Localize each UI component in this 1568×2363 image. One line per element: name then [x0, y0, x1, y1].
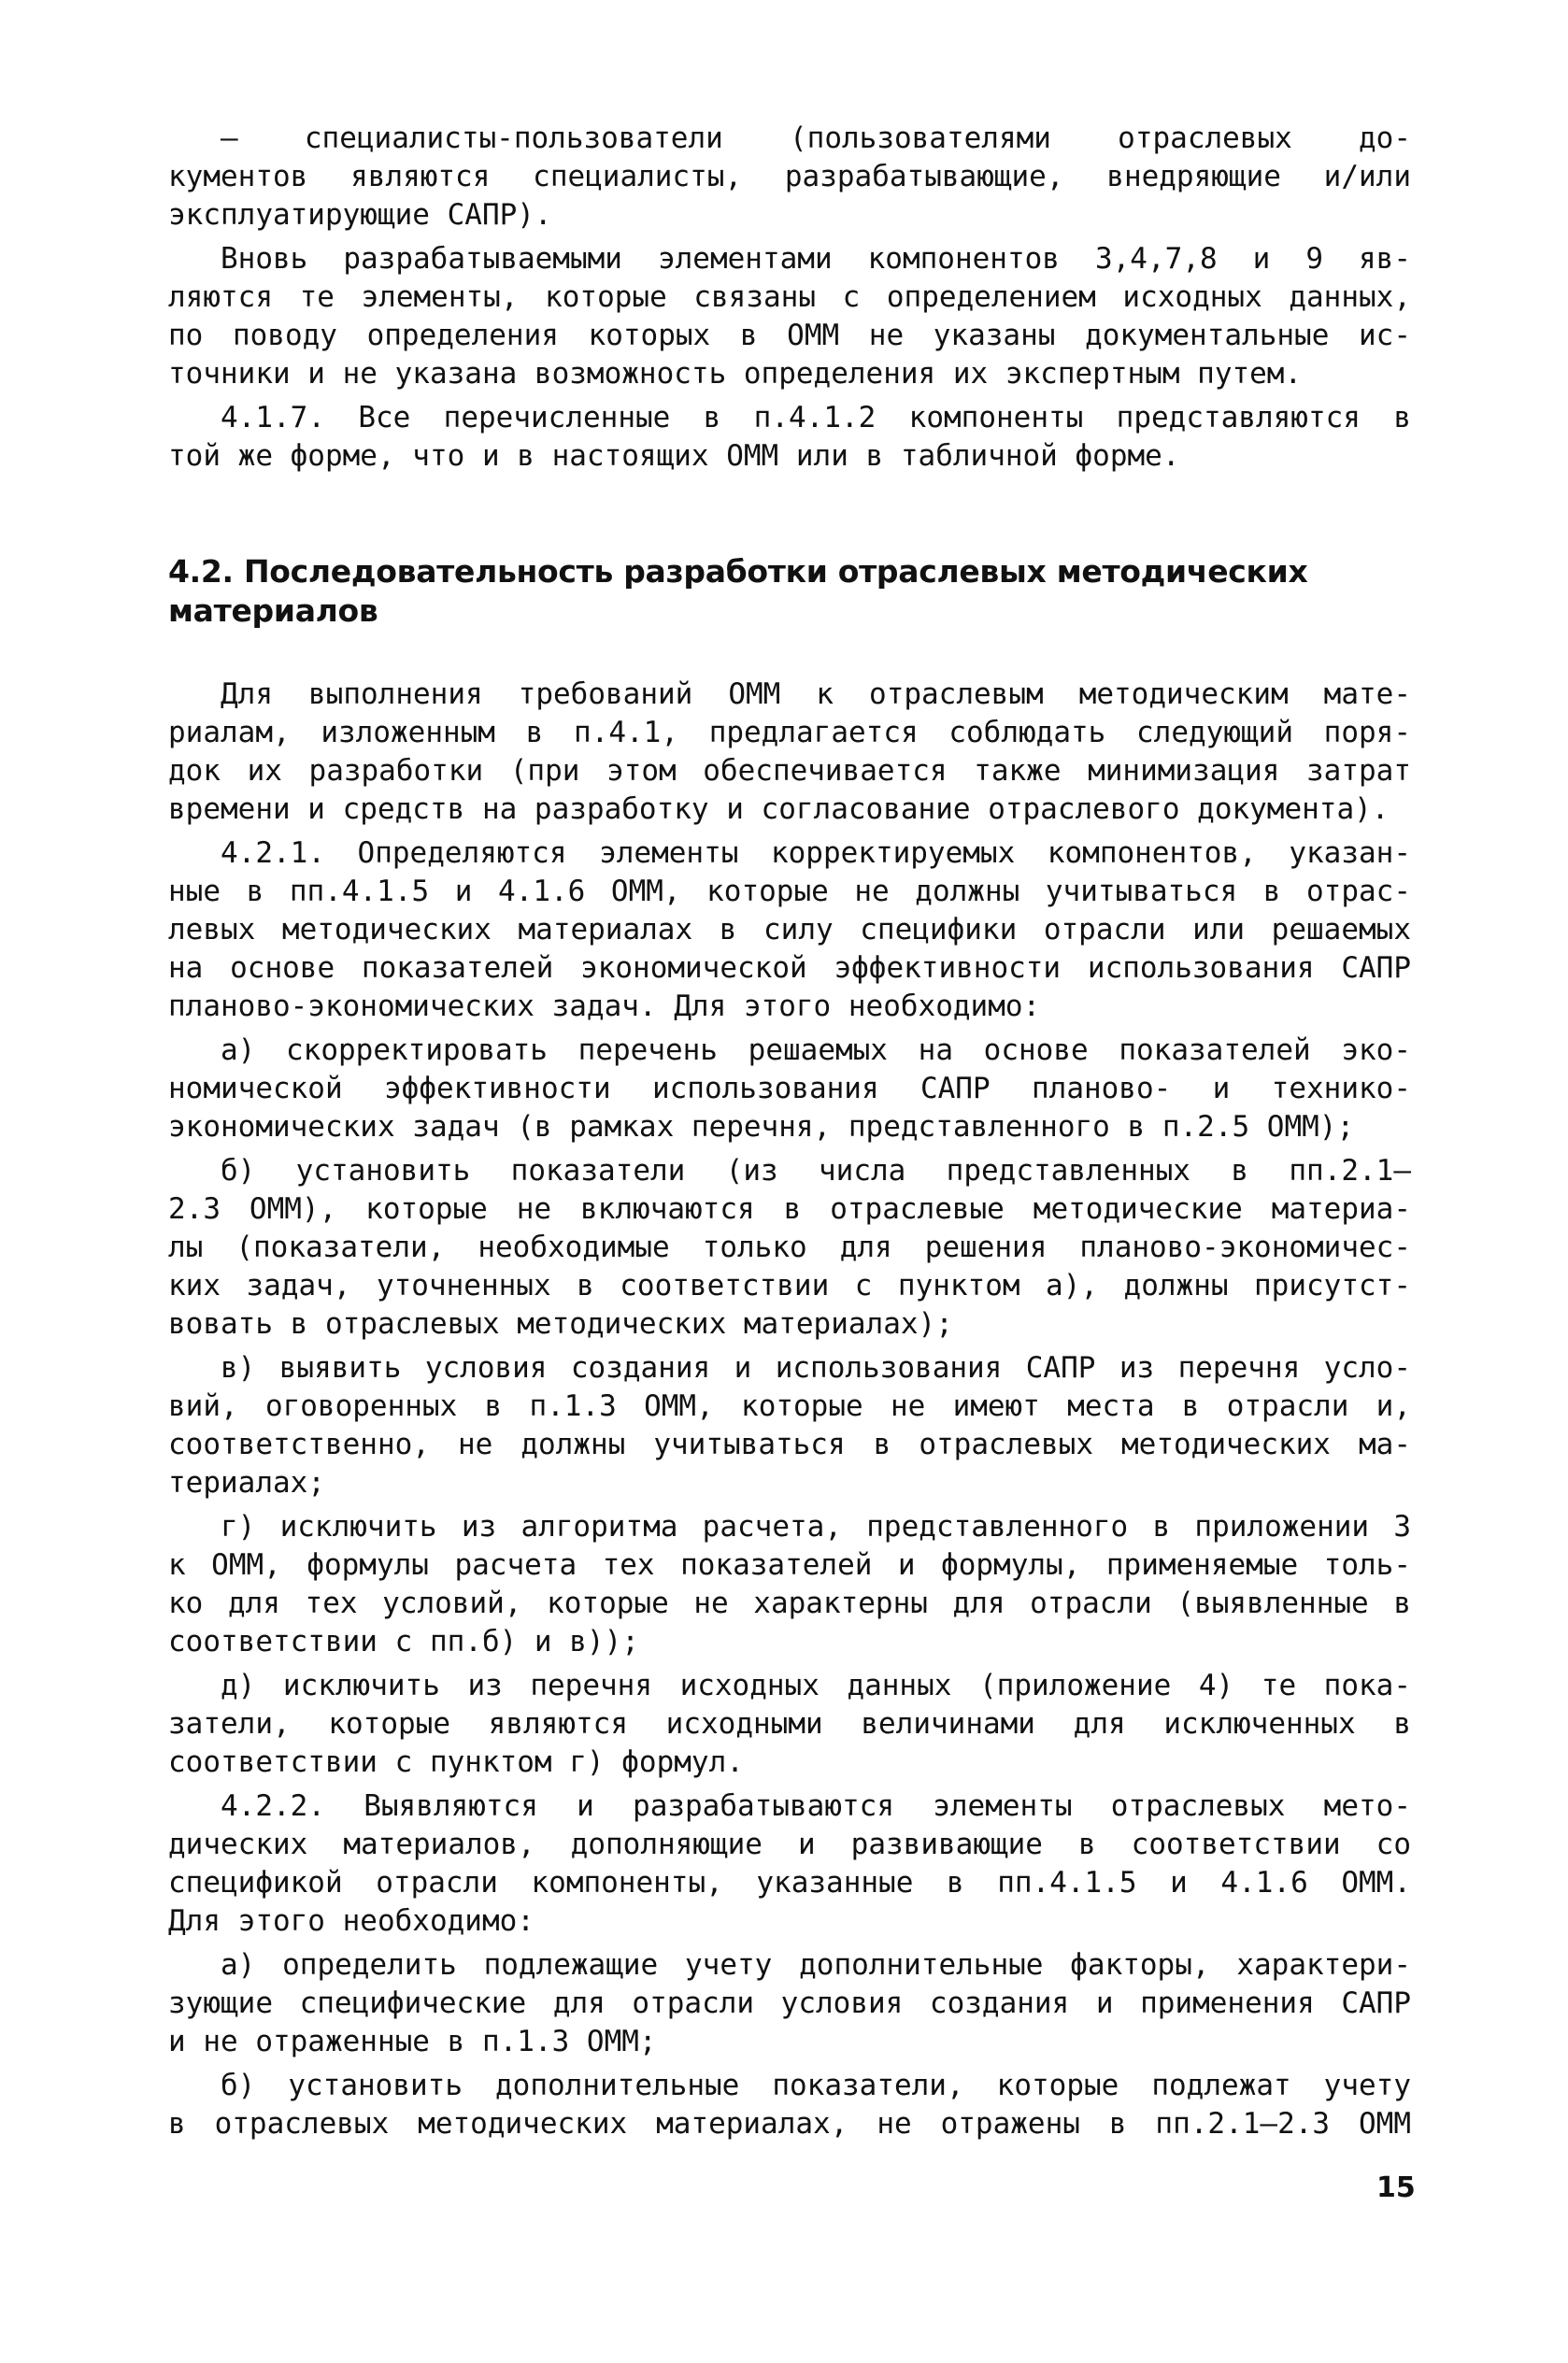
text-line: ные в пп.4.1.5 и 4.1.6 ОММ, которые не должны учитываться в отрас- [168, 875, 1411, 908]
text-line: б) установить дополнительные показатели, которые подлежат учету [221, 2069, 1411, 2102]
text-line: ляются те элементы, которые связаны с определением исходных данных, [168, 280, 1411, 314]
text-line: риалам, изложенным в п.4.1, предлагается соблюдать следующий поря- [168, 716, 1411, 749]
text-line: териалах; [168, 1466, 325, 1500]
text-line: Для этого необходимо: [168, 1904, 535, 1938]
list-item-4-2-1-g [168, 1508, 1411, 1661]
text-line: кументов являются специалисты, разрабатывающие, внедряющие и/или [168, 160, 1411, 193]
text-line: 4.2.2. Выявляются и разрабатываются элементы отраслевых мето- [221, 1789, 1411, 1823]
text-line: лы (показатели, необходимые только для решения планово-экономичес- [168, 1231, 1411, 1264]
text-line: на основе показателей экономической эффективности использования САПР [168, 951, 1411, 985]
text-line: экономических задач (в рамках перечня, представленного в п.2.5 ОММ); [168, 1110, 1355, 1144]
paragraph-4-2-intro [168, 676, 1411, 829]
paragraph-4-2-1 [168, 834, 1411, 1026]
text-line: 4.2.1. Определяются элементы корректируемых компонентов, указан- [221, 836, 1411, 870]
text-line: в) выявить условия создания и использования САПР из перечня усло- [221, 1351, 1411, 1385]
text-line: планово-экономических задач. Для этого необходимо: [168, 989, 1041, 1023]
text-line: эксплуатирующие САПР). [168, 198, 552, 232]
text-line: точники и не указана возможность определения их экспертным путем. [168, 357, 1303, 391]
text-line: б) установить показатели (из числа представленных в пп.2.1– [221, 1154, 1411, 1188]
text-line: по поводу определения которых в ОММ не указаны документальные ис- [168, 319, 1411, 352]
text-line: г) исключить из алгоритма расчета, представленного в приложении 3 [221, 1510, 1411, 1544]
text-line: Для выполнения требований ОММ к отраслевым методическим мате- [221, 677, 1411, 711]
paragraph-4-2-2 [168, 1787, 1411, 1941]
paragraph-4-1-7 [168, 399, 1411, 476]
text-line: док их разработки (при этом обеспечивается также минимизация затрат [168, 754, 1411, 788]
text-line: а) определить подлежащие учету дополнительные факторы, характери- [221, 1948, 1411, 1982]
text-line: затели, которые являются исходными величинами для исключенных в [168, 1707, 1411, 1741]
text-line: номической эффективности использования САПР планово- и технико- [168, 1072, 1411, 1105]
text-line: вовать в отраслевых методических материалах); [168, 1307, 953, 1341]
text-line: той же форме, что и в настоящих ОММ или в табличной форме. [168, 439, 1180, 473]
list-item-4-2-1-b [168, 1152, 1411, 1344]
intro-paragraph [168, 120, 1411, 235]
text-line: 2.3 ОММ), которые не включаются в отраслевые методические материа- [168, 1192, 1411, 1226]
text-line: левых методических материалах в силу специфики отрасли или решаемых [168, 913, 1411, 947]
text-line: ко для тех условий, которые не характерны для отрасли (выявленные в [168, 1587, 1411, 1620]
section-heading-line: материалов [168, 592, 378, 629]
text-line: дических материалов, дополняющие и развивающие в соответствии со [168, 1828, 1411, 1861]
list-item-4-2-2-b [168, 2067, 1411, 2143]
list-item-4-2-2-a [168, 1946, 1411, 2061]
section-heading [168, 552, 1411, 631]
text-line: соответственно, не должны учитываться в отраслевых методических ма- [168, 1428, 1411, 1461]
list-item-4-2-1-d [168, 1667, 1411, 1782]
text-line: спецификой отрасли компоненты, указанные в пп.4.1.5 и 4.1.6 ОММ. [168, 1866, 1411, 1900]
text-line: Вновь разрабатываемыми элементами компонентов 3,4,7,8 и 9 яв- [221, 242, 1411, 276]
text-line: а) скорректировать перечень решаемых на основе показателей эко- [221, 1033, 1411, 1067]
text-line: зующие специфические для отрасли условия создания и применения САПР [168, 1986, 1411, 2020]
text-line: вий, оговоренных в п.1.3 ОММ, которые не имеют места в отрасли и, [168, 1389, 1411, 1423]
text-line: соответствии с пп.б) и в)); [168, 1625, 639, 1658]
list-item-4-2-1-a [168, 1032, 1411, 1146]
page-number: 15 [1376, 2171, 1416, 2204]
paragraph-new-elements [168, 240, 1411, 393]
text-line: – специалисты-пользователи (пользователями отраслевых до- [221, 121, 1411, 155]
text-line: и не отраженные в п.1.3 ОММ; [168, 2025, 657, 2058]
text-line: ких задач, уточненных в соответствии с пунктом а), должны присутст- [168, 1269, 1411, 1302]
document-page [168, 120, 1411, 2143]
list-item-4-2-1-v [168, 1349, 1411, 1502]
text-line: д) исключить из перечня исходных данных (приложение 4) те пока- [221, 1669, 1411, 1702]
text-line: соответствии с пунктом г) формул. [168, 1745, 744, 1779]
text-line: 4.1.7. Все перечисленные в п.4.1.2 компоненты представляются в [221, 401, 1411, 434]
text-line: времени и средств на разработку и согласование отраслевого документа). [168, 792, 1390, 826]
section-heading-line: 4.2. Последовательность разработки отраслевых методических [168, 553, 1308, 590]
text-line: к ОММ, формулы расчета тех показателей и формулы, применяемые толь- [168, 1548, 1411, 1582]
text-line: в отраслевых методических материалах, не отражены в пп.2.1–2.3 ОММ [168, 2107, 1411, 2141]
